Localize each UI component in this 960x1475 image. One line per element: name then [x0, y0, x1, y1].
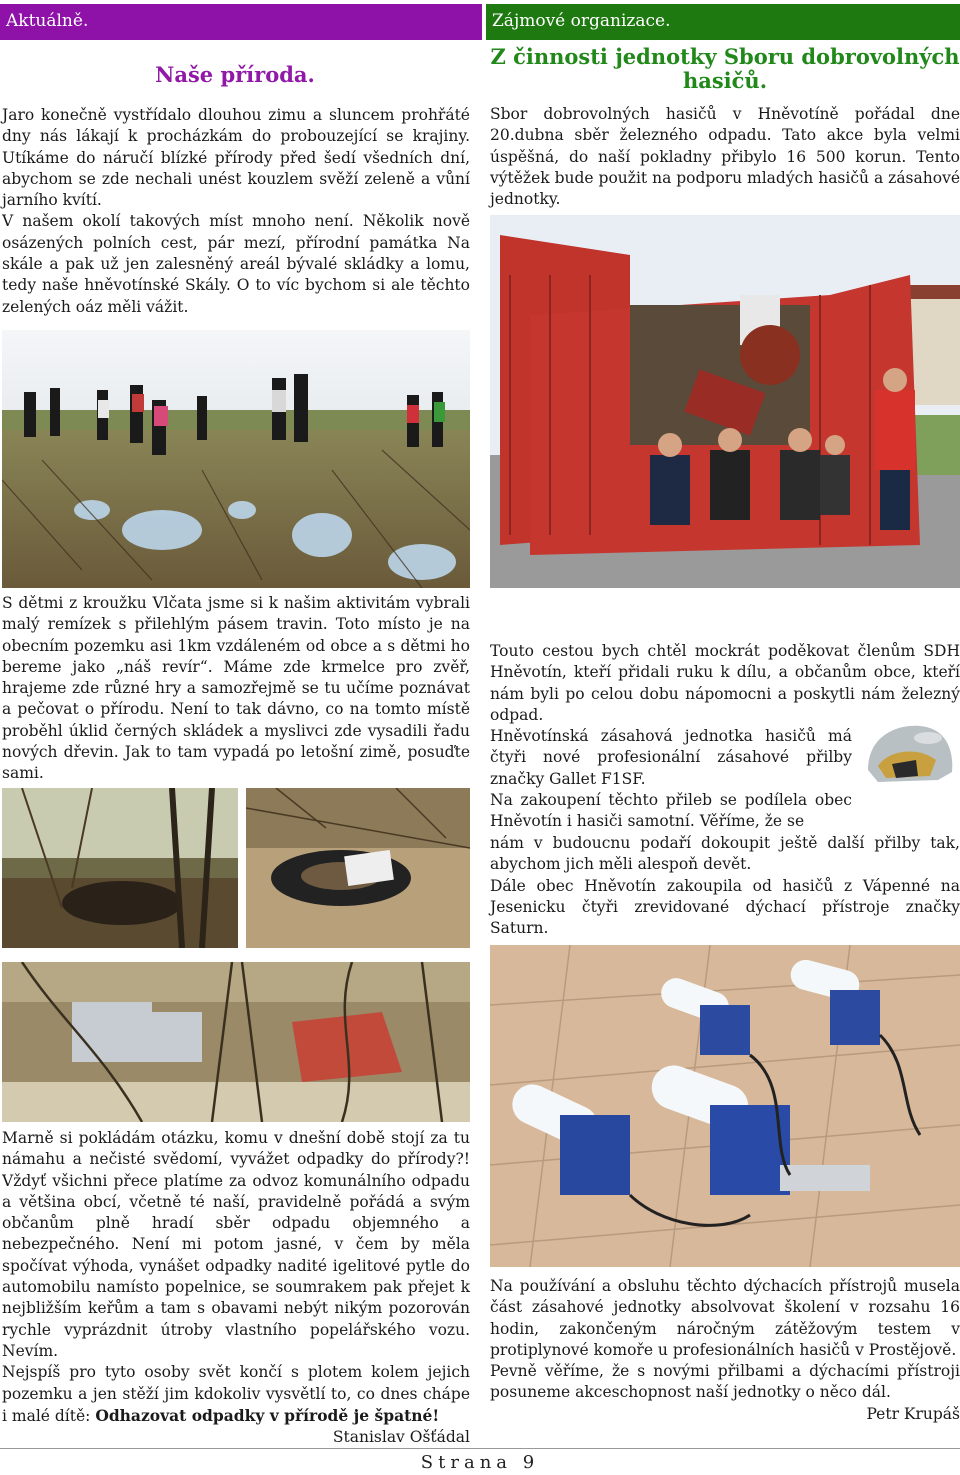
- section-header-organizations: Zájmové organizace.: [486, 4, 960, 38]
- fire-thanks: [490, 641, 960, 726]
- fire-intro: [490, 104, 960, 210]
- footer-rule: [0, 1448, 960, 1449]
- nature-intro: [2, 105, 470, 318]
- fire-paragraph-4a: Na zakoupení těchto přileb se podílela obec Hněvotín i hasiči samotní. Věříme, že se: [490, 790, 852, 831]
- nature-paragraph-1: Jaro konečně vystřídalo dlouhou zimu a sluncem prohřáté dny nás lákají k procházkám do probouzející se krajiny. Utíkáme do náručí blízké přírody před šedí všedních dní, abychom se zde nechali unést kouzlem svěží zeleně a vůní jarního kvítí.: [2, 106, 470, 210]
- fire-paragraph-3: Hněvotínská zásahová jednotka hasičů má čtyři nové profesionální zásahové přilby značky Gallet F1SF.: [490, 727, 852, 788]
- nature-paragraph-4: Marně si pokládám otázku, komu v dnešní době stojí za tu námahu a nečisté svědomí, vyvážet odpadky do přírody?! Vždyť všichni přece platíme za odvoz komunálního odpadu a většina obcí, včetně té naší, pravidelně pořádá a svým občanům plně hradí sběr odpadu objemného a nebezpečného. Není mi potom jasné, v čem by měla spočívat výhoda, vynášet odpadky nadité igelitové pytle do automobilu namísto popelnice, se soumrakem pak přejet k nejbližším keřům a tam s obavami nebýt nikým pozorován rychle vyprázdnit útroby vlastního popelářského vozu. Nevím.: [2, 1129, 470, 1360]
- fire-paragraph-7: Pevně věříme, že s novými přilbami a dýchacími přístroji posuneme akceschopnost naší jednotky o něco dál.: [490, 1362, 960, 1402]
- header-rule-left: [0, 38, 482, 40]
- fire-paragraph-1: Sbor dobrovolných hasičů v Hněvotíně pořádal dne 20.dubna sběr železného odpadu. Tato akce byla velmi úspěšná, do naší pokladny přibylo 16 500 korun. Tento výtěžek bude použit na podporu mladých hasičů a zásahové jednotky.: [490, 105, 960, 209]
- photo-breathing-apparatus: [490, 945, 960, 1267]
- fire-helmets: [490, 726, 852, 832]
- nature-paragraph-5-lead: Nejspíš pro tyto osoby svět končí s plotem kolem jejich pozemku a jen stěží jim kdokoliv vysvětlí to, co dnes chápe i malé dítě:: [2, 1363, 470, 1425]
- nature-remizek: [2, 593, 470, 785]
- photo-bags-bushes: [2, 962, 470, 1122]
- page-number: Strana 9: [420, 1452, 540, 1473]
- section-header-news: Aktuálně.: [0, 4, 482, 38]
- nature-paragraph-2: V našem okolí takových míst mnoho není. Několik nově osázených polních cest, pár mezí, přírodní památka Na skále a pak už jen zalesněný areál bývalé skládky a lomu, tedy naše hněvotínské Skály. O to víc bychom si ale těchto zelených oáz měli vážit.: [2, 212, 470, 316]
- photo-tyre: [246, 788, 470, 948]
- photo-children-cleanup: [2, 330, 470, 588]
- nature-slogan: Odhazovat odpadky v přírodě je špatné!: [95, 1405, 440, 1425]
- nature-paragraph-3: S dětmi z kroužku Vlčata jsme si k našim aktivitám vybrali malý remízek s přilehlým pásem travin. Toto místo je na obecním pozemku asi 1km vzdáleném od obce a s dětmi ho bereme jako „náš revír“. Máme zde krmelce pro zvěř, hrajeme zde různé hry a samozřejmě se tu učíme poznávat a pečovat o přírodu. Není to tak dávno, co na tomto místě proběhl úklid černých skládek a myslivci zde vysadili řadu nových dřevin. Jak to tam vypadá po letošní zimě, posuďte sami.: [2, 594, 470, 783]
- photo-forest-dump: [2, 788, 238, 948]
- nature-paragraph-5: [2, 1362, 470, 1427]
- fire-training: [490, 1276, 960, 1425]
- photo-firefighters-scrap: [490, 215, 960, 588]
- photo-helmet: [858, 720, 958, 800]
- fire-paragraph-2: Touto cestou bych chtěl mockrát poděkovat členům SDH Hněvotín, kteří přidali ruku k dílu, a občanům obce, kteří nám byli po celou dobu nápomocni a poskytli nám železný odpad.: [490, 642, 960, 724]
- header-rule-right: [486, 38, 960, 40]
- nature-signature: Stanislav Ošťádal: [332, 1428, 470, 1447]
- fire-paragraph-4b: nám v budoucnu podaří dokoupit ještě další přilby tak, abychom jich měli alespoň devět.: [490, 834, 960, 874]
- fire-helmets-cont: [490, 833, 960, 939]
- fire-paragraph-6: Na používání a obsluhu těchto dýchacích přístrojů musela část zásahové jednotky absolvovat školení v rozsahu 16 hodin, zakončeným náročným zátěžovým testem v protiplynové komoře u profesionálních hasičů v Prostějově.: [490, 1277, 960, 1359]
- fire-signature: Petr Krupáš: [866, 1404, 960, 1423]
- article-title-nature: Naše příroda.: [155, 62, 315, 87]
- fire-paragraph-5: Dále obec Hněvotín zakoupila od hasičů z Vápenné na Jesenicku čtyři zrevidované dýchací přístroje značky Saturn.: [490, 876, 960, 938]
- article-title-fire: Z činnosti jednotky Sboru dobrovolných hasičů.: [490, 44, 960, 93]
- nature-conclusion: [2, 1128, 470, 1448]
